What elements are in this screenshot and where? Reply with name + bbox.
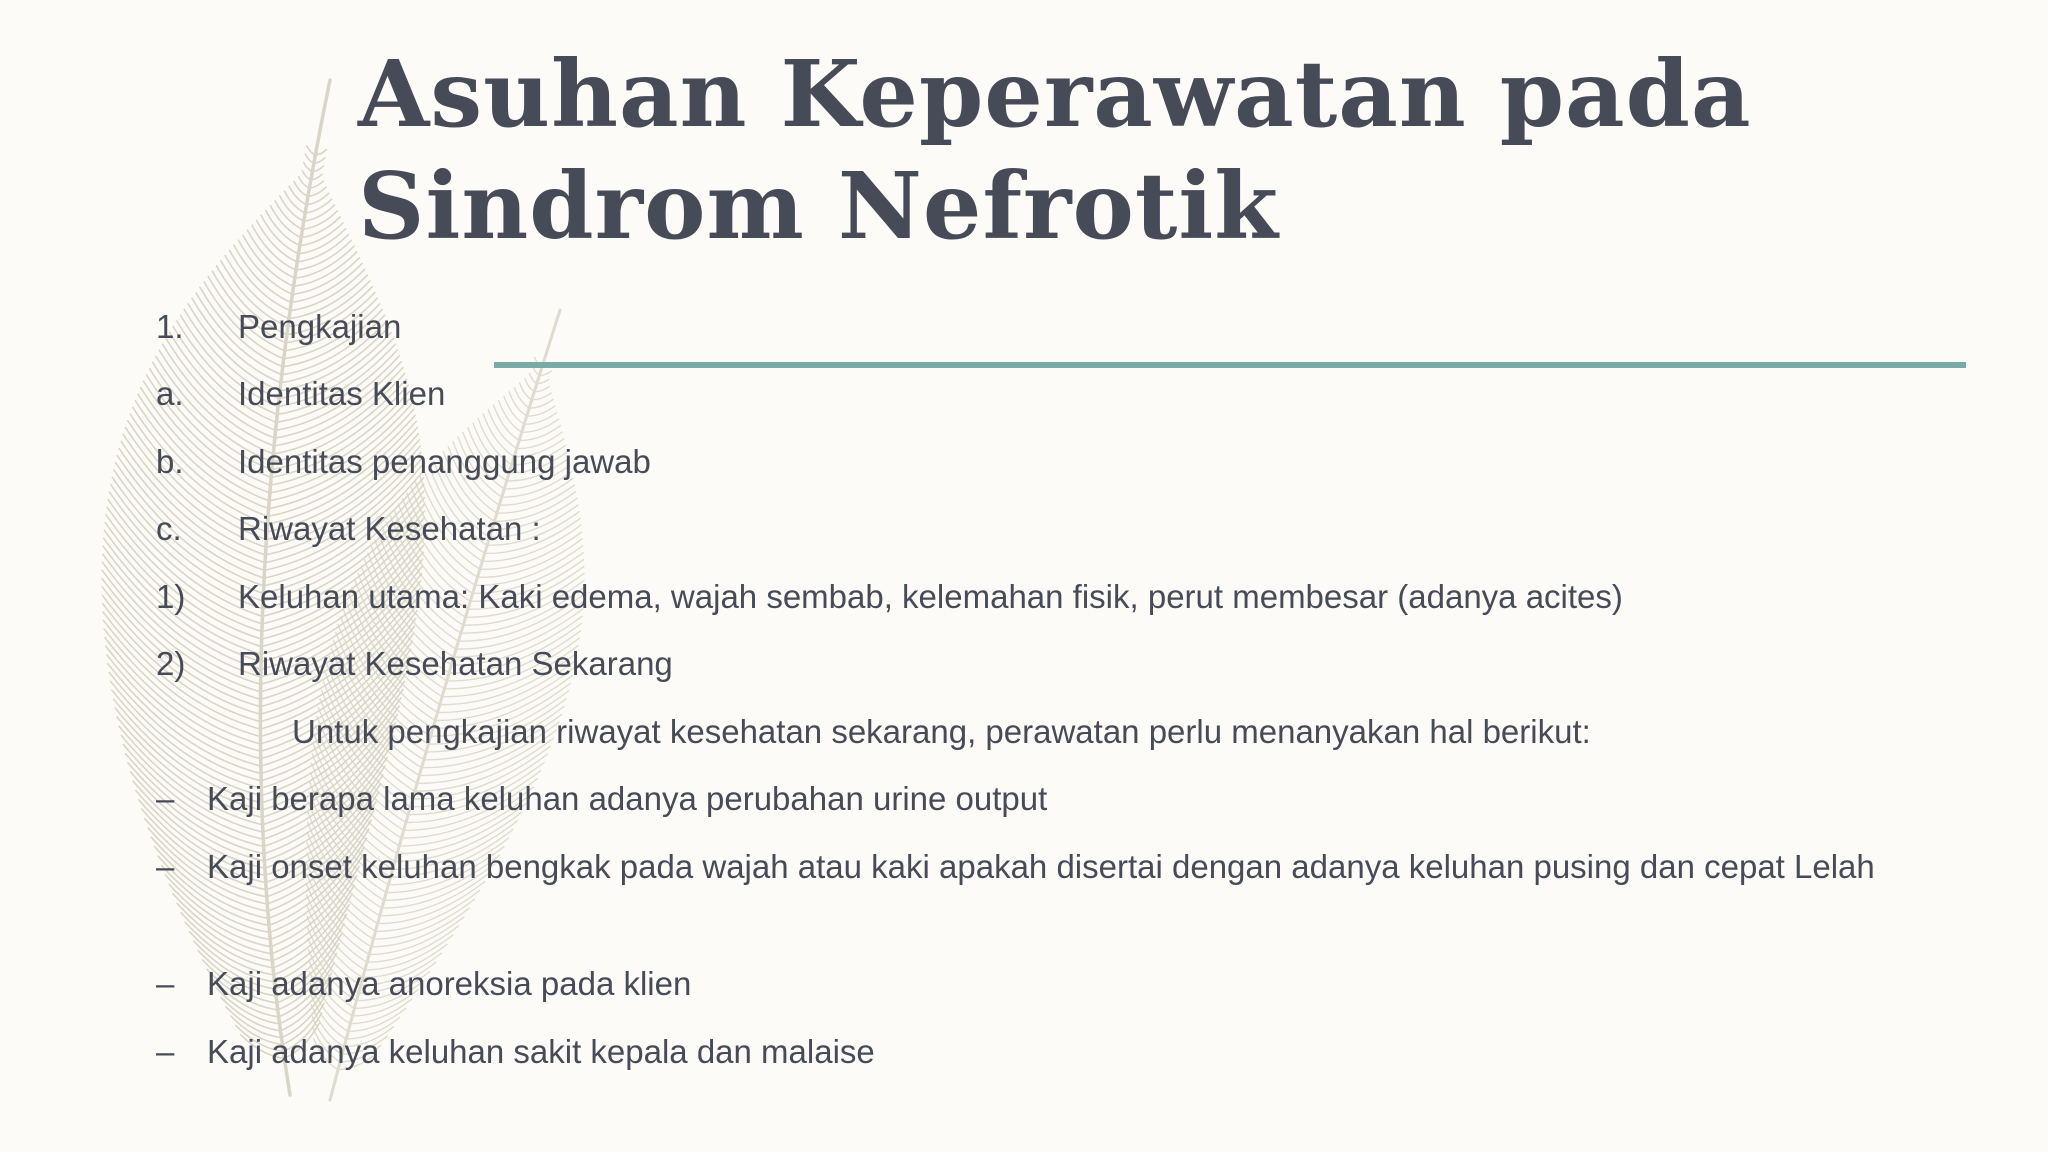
list-marker: a. [156,375,184,412]
list-item-text: Identitas penanggung jawab [238,443,651,480]
list-item-text: Riwayat Kesehatan : [238,510,541,547]
dash-bullet: – [156,848,175,885]
slide-title-line-1: Asuhan Keperawatan pada [358,40,1752,148]
list-item-text: Identitas Klien [238,375,446,412]
list-marker: 1) [156,578,186,615]
list-marker: c. [156,510,182,547]
slide-title-line-2: Sindrom Nefrotik [358,152,1280,260]
bullet-text: Kaji adanya anoreksia pada klien [207,965,692,1002]
list-marker: b. [156,443,184,480]
dash-bullet: – [156,965,175,1002]
bullet-text: Kaji onset keluhan bengkak pada wajah atau kaki apakah disertai dengan adanya keluhan pusing dan cepat Lelah [207,848,1875,885]
list-item-text: Pengkajian [238,308,402,345]
bullet-text: Kaji adanya keluhan sakit kepala dan malaise [207,1033,875,1070]
list-item-text: Keluhan utama: Kaki edema, wajah sembab, kelemahan fisik, perut membesar (adanya acites) [238,578,1623,615]
list-marker: 2) [156,645,186,682]
dash-bullet: – [156,780,175,817]
bullet-text: Kaji berapa lama keluhan adanya perubahan urine output [207,780,1048,817]
dash-bullet: – [156,1033,175,1070]
list-item-text: Riwayat Kesehatan Sekarang [238,645,673,682]
list-marker: 1. [156,308,184,345]
intro-text: Untuk pengkajian riwayat kesehatan sekarang, perawatan perlu menanyakan hal berikut: [292,713,1591,750]
